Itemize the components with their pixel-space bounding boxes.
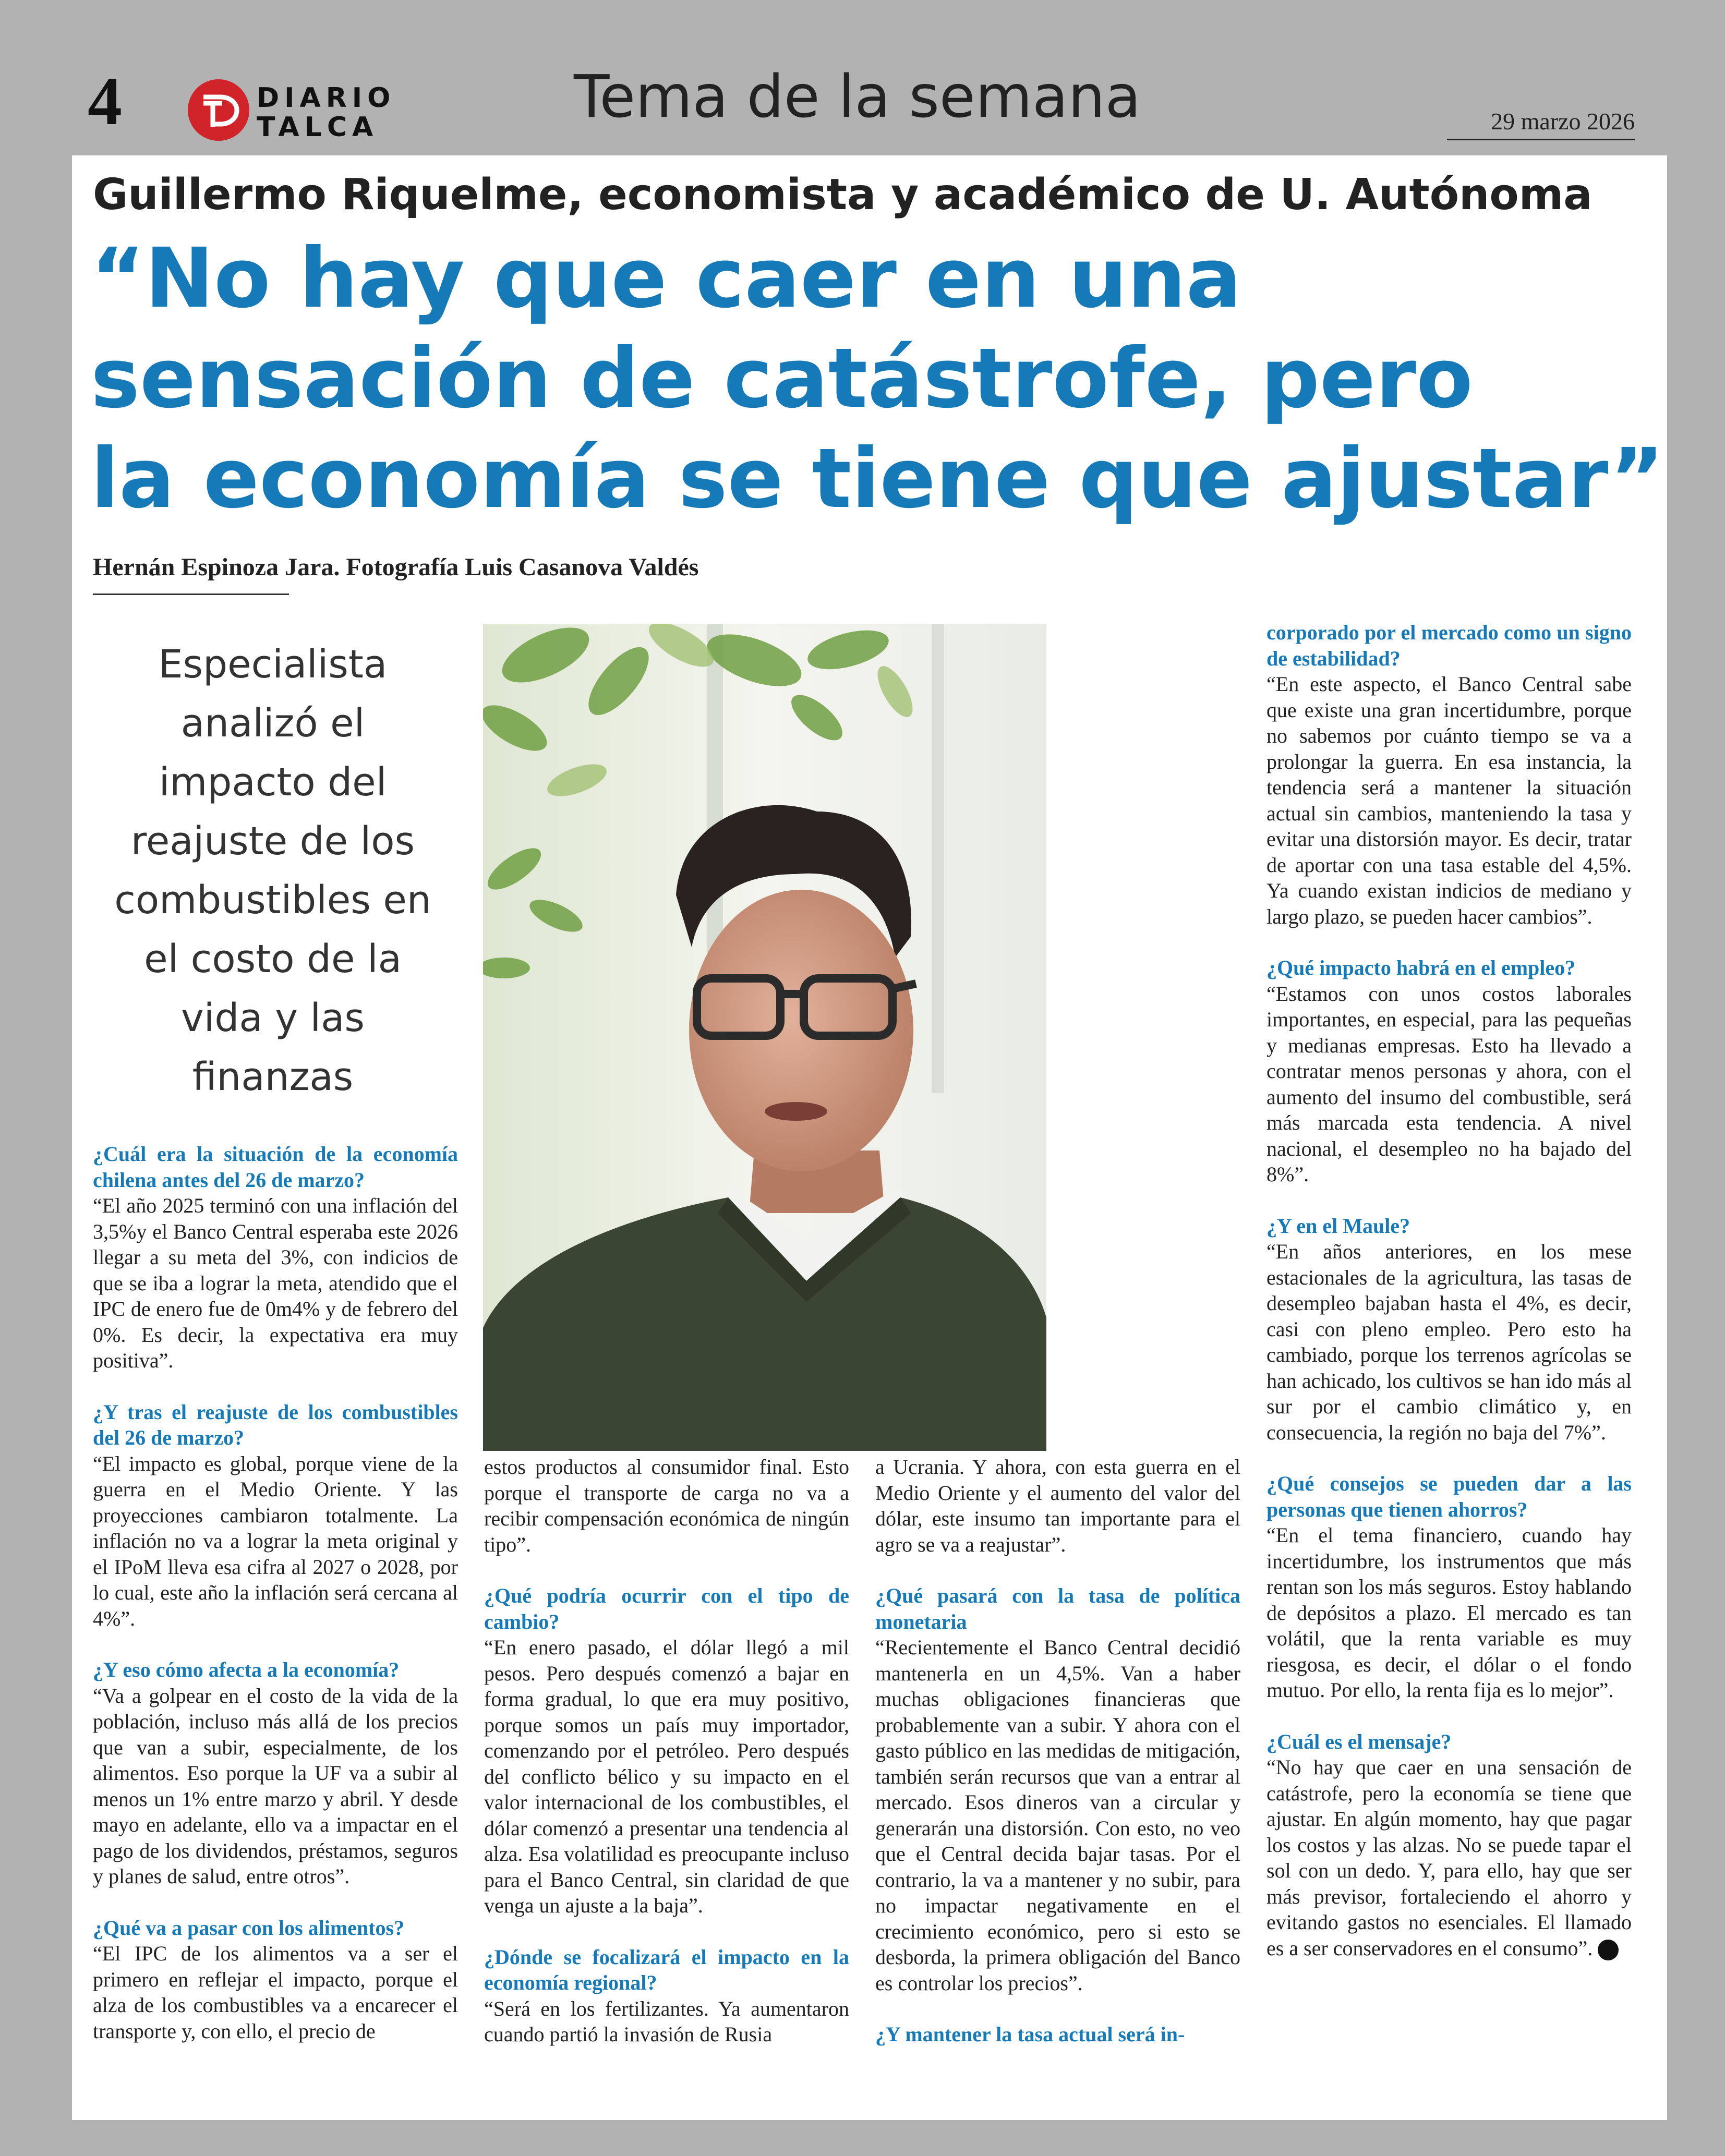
answer-paragraph: “En años anteriores, en los mese estacionales de la agricultura, las tasas de desempleo bajaban hasta el 4%, es decir, casi con pleno empleo. Pero esto ha cambiado, porque los terrenos agrícolas se han achicado, los cultivos se han ido más al sur por el cambio climático y, en consecuencia, la región no baja del 7%”. xyxy=(1266,1240,1632,1444)
diario-talca-logo-icon xyxy=(188,79,249,141)
article-deck: Especialista analizó el impacto del reajuste de los combustibles en el costo de la vida y las finanzas xyxy=(114,642,431,1099)
logo-wordmark xyxy=(257,83,395,142)
question-heading: ¿Y mantener la tasa actual será in- xyxy=(875,2022,1185,2046)
question-heading: ¿Cuál era la situación de la economía chilena antes del 26 de marzo? xyxy=(93,1142,458,1192)
question-heading: ¿Qué impacto habrá en el empleo? xyxy=(1266,956,1576,979)
answer-paragraph: “El impacto es global, porque viene de la guerra en el Medio Oriente. Y las proyecciones cambiaron totalmente. La inflación no va a lograr la meta original y el IPoM lleva esa cifra al 2027 o 2028, por lo cual, este año la inflación será cercana al 4%”. xyxy=(93,1451,458,1630)
question-heading: ¿Y tras el reajuste de los combustibles del 26 de marzo? xyxy=(93,1400,458,1449)
article-headline xyxy=(91,228,1664,529)
article-sheet xyxy=(72,155,1667,2120)
answer-paragraph: “En el tema financiero, cuando hay incertidumbre, los instrumentos que más rentan son los más seguros. Estoy hablando de depósitos a plazo. El mercado es tan volátil, que la renta variable es muy riesgosa, es decir, el dólar o el fondo mutuo. Por ello, la renta fija es lo mejor”. xyxy=(1266,1523,1632,1702)
answer-paragraph: “Será en los fertilizantes. Ya aumentaron cuando partió la invasión de Rusia xyxy=(484,1996,849,2046)
answer-paragraph: “Recientemente el Banco Central decidió mantenerla en un 4,5%. Van a haber muchas obligaciones financieras que probablemente van a subir. Y ahora con el gasto público en las medidas de mitigación, también serán recursos que van a entrar al mercado. Esos dineros van a circular y generarán una distorsión. Con esto, no veo que el Central decida bajar tasas. Por el contrario, la va a mantener y no subir, para no impactar negativamente en el crecimiento económico, pero si esto se desborda, la primera obligación del Banco es controlar los precios”. xyxy=(875,1636,1240,1995)
portrait-photo xyxy=(483,624,1046,1451)
page-number: 4 xyxy=(88,63,122,139)
headline-line-2: sensación de catástrofe, pero xyxy=(91,331,1473,427)
date-underline xyxy=(1447,139,1635,140)
question-heading: ¿Cuál es el mensaje? xyxy=(1266,1729,1452,1753)
article-column-4 xyxy=(1266,620,1632,1961)
article-column-1 xyxy=(93,1141,458,2044)
logo-line-2: TALCA xyxy=(257,112,379,143)
final-answer-text: “No hay que caer en una sensación de catástrofe, pero la economía se tiene que ajustar. En algún momento, hay que pagar los costos y las alzas. No se puede tapar el sol con un dedo. Y, para ello, hay que ser más previsor, fortaleciendo el ahorro y evitando gastos no esenciales. El llamado es a ser conservadores en el consumo”. xyxy=(1266,1755,1632,1960)
article-column-3 xyxy=(875,1454,1240,2048)
final-answer-paragraph xyxy=(1266,1754,1632,1961)
answer-paragraph: “En este aspecto, el Banco Central sabe que existe una gran incertidumbre, porque no sabemos por cuánto tiempo se va a prolongar la guerra. En esa instancia, la tendencia será a mantener la situación actual sin cambios, manteniendo la tasa y evitar una distorsión mayor. Es decir, tratar de aportar con una tasa estable del 4,5%. Ya cuando existan indicios de mediano y largo plazo, se pueden hacer cambios”. xyxy=(1266,672,1632,928)
question-heading: ¿Qué podría ocurrir con el tipo de cambio? xyxy=(484,1584,849,1633)
answer-continuation: a Ucrania. Y ahora, con esta guerra en el Medio Oriente y el aumento del valor del dólar, este insumo tan importante para el agro se va a reajustar”. xyxy=(875,1455,1240,1556)
answer-continuation: estos productos al consumidor final. Esto porque el transporte de carga no va a recibir compensación económica de ningún tipo”. xyxy=(484,1455,849,1556)
issue-date: 29 marzo 2026 xyxy=(1491,108,1635,135)
article-kicker: Guillermo Riquelme, economista y académico de U. Autónoma xyxy=(93,170,1593,220)
section-title: Tema de la semana xyxy=(574,63,1141,131)
question-heading: ¿Qué consejos se pueden dar a las personas que tienen ahorros? xyxy=(1266,1472,1632,1521)
answer-paragraph: “Va a golpear en el costo de la vida de la población, incluso más allá de los precios que van a subir, especialmente, de los alimentos. Eso porque la UF va a subir al menos un 1% entre marzo y abril. Y desde mayo en adelante, ello va a impactar en el pago de los dividendos, préstamos, seguros y planes de salud, entre otros”. xyxy=(93,1683,458,1888)
byline-rule xyxy=(93,593,289,595)
question-heading: ¿Dónde se focalizará el impacto en la economía regional? xyxy=(484,1945,849,1994)
end-of-article-icon xyxy=(1598,1940,1619,1960)
question-heading: ¿Qué va a pasar con los alimentos? xyxy=(93,1916,405,1940)
question-heading: ¿Qué pasará con la tasa de política monetaria xyxy=(875,1584,1240,1633)
answer-paragraph: “En enero pasado, el dólar llegó a mil pesos. Pero después comenzó a bajar en forma gradual, lo que era muy positivo, porque somos un país muy importador, comenzando por el petróleo. Pero después del conflicto bélico y su impacto en el valor internacional de los combustibles, el dólar comenzó a presentar una tendencia al alza. Esa volatilidad es preocupante incluso para el Banco Central, sin claridad de que venga un ajuste a la baja”. xyxy=(484,1636,849,1917)
headline-line-1: “No hay que caer en una xyxy=(91,231,1242,326)
question-heading: ¿Y eso cómo afecta a la economía? xyxy=(93,1658,400,1681)
byline: Hernán Espinoza Jara. Fotografía Luis Casanova Valdés xyxy=(93,553,699,581)
answer-paragraph: “Estamos con unos costos laborales importantes, en especial, para las pequeñas y medianas empresas. Esto ha llevado a contratar menos personas y ahora, con el aumento del insumo del combustible, será más marcada esta tendencia. A nivel nacional, el desempleo no ha bajado del 8%”. xyxy=(1266,982,1632,1186)
headline-line-3: la economía se tiene que ajustar” xyxy=(91,431,1664,527)
question-heading: ¿Y en el Maule? xyxy=(1266,1214,1410,1238)
answer-paragraph: “El IPC de los alimentos va a ser el primero en reflejar el impacto, porque el alza de los combustibles va a encarecer el transporte y, con ello, el precio de xyxy=(93,1942,458,2043)
question-heading-continuation: corporado por el mercado como un signo de estabilidad? xyxy=(1266,621,1632,670)
answer-paragraph: “El año 2025 terminó con una inflación del 3,5%y el Banco Central esperaba este 2026 llegar a su meta del 3%, con indicios de que se iba a lograr la meta, atendido que el IPC de enero fue de 0m4% y de febrero del 0%. Es decir, la expectativa era muy positiva”. xyxy=(93,1194,458,1372)
logo-line-1: DIARIO xyxy=(257,82,396,114)
article-column-2 xyxy=(484,1454,849,2048)
